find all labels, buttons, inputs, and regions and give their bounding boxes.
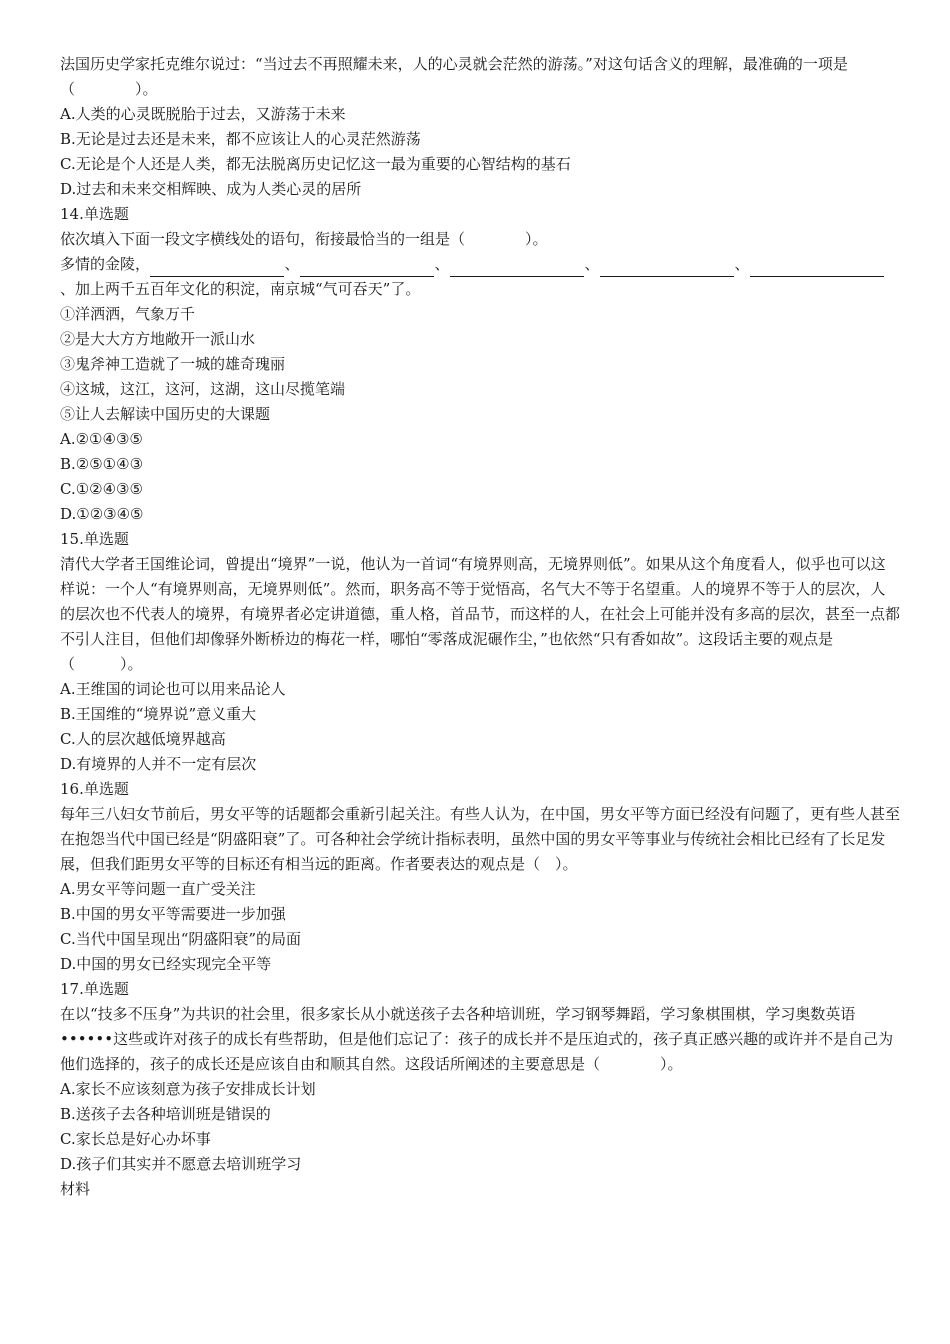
q14-statement-2: ②是大大方方地敞开一派山水 — [60, 330, 256, 348]
q14-fill-lead: 多情的金陵， — [60, 255, 151, 273]
separator: 、 — [284, 255, 300, 273]
q13-option-c: C.无论是个人还是人类，都无法脱离历史记忆这一最为重要的心智结构的基石 — [60, 155, 571, 173]
q14-option-a: A.②①④③⑤ — [60, 430, 143, 448]
blank-1 — [150, 261, 284, 277]
q16-header: 16.单选题 — [60, 780, 129, 798]
blank-2 — [300, 261, 434, 277]
q17-option-d: D.孩子们其实并不愿意去培训班学习 — [60, 1155, 302, 1173]
blank-4 — [600, 261, 734, 277]
q17-stem: 在以“技多不压身”为共识的社会里，很多家长从小就送孩子去各种培训班，学习钢琴舞蹈，学习象棋围棋，学习奥数英语••••••这些或许对孩子的成长有些帮助，但是他们忘记了：孩子的成长并不是压迫式的，孩子真正感兴趣的或许并不是自己为他们选择的，孩子的成长还是应该自由和顺其自然。这段话所阐述的主要意思是（ ）。 — [60, 1005, 894, 1073]
q14-statement-4: ④这城，这江，这河，这湖，这山尽揽笔端 — [60, 380, 346, 398]
q14-stem: 依次填入下面一段文字横线处的语句，衔接最恰当的一组是（ ）。 — [60, 230, 548, 248]
q15-option-b: B.王国维的“境界说”意义重大 — [60, 705, 257, 723]
separator: 、 — [734, 255, 750, 273]
q17-option-a: A.家长不应该刻意为孩子安排成长计划 — [60, 1080, 316, 1098]
q14-header: 14.单选题 — [60, 205, 129, 223]
blank-3 — [450, 261, 584, 277]
q14-fill-tail: 、加上两千五百年文化的积淀，南京城“气可吞天”了。 — [60, 280, 421, 298]
q14-statement-5: ⑤让人去解读中国历史的大课题 — [60, 405, 271, 423]
q14-fill-blanks — [60, 252, 900, 277]
q14-option-c: C.①②④③⑤ — [60, 480, 143, 498]
blank-5 — [750, 261, 884, 277]
q15-option-a: A.王维国的词论也可以用来品论人 — [60, 680, 286, 698]
q15-stem: 清代大学者王国维论词，曾提出“境界”一说，他认为一首词“有境界则高，无境界则低”。如果从这个角度看人，似乎也可以这样说：一个人“有境界则高，无境界则低”。然而，职务高不等于觉悟高，名气大不等于名望重。人的境界不等于人的层次，人的层次也不代表人的境界，有境界者必定讲道德，重人格，首品节，而这样的人，在社会上可能并没有多高的层次，甚至一点都不引人注目，但他们却像驿外断桥边的梅花一样，哪怕“零落成泥碾作尘，”也依然“只有香如故”。这段话主要的观点是（ ）。 — [60, 555, 901, 673]
q13-option-a: A.人类的心灵既脱胎于过去，又游荡于未来 — [60, 105, 346, 123]
q14-statement-1: ①洋洒洒，气象万千 — [60, 305, 196, 323]
q14-option-d: D.①②③④⑤ — [60, 505, 144, 523]
separator: 、 — [584, 255, 600, 273]
q14-option-b: B.②⑤①④③ — [60, 455, 144, 473]
q15-option-d: D.有境界的人并不一定有层次 — [60, 755, 257, 773]
q13-stem: 法国历史学家托克维尔说过：“当过去不再照耀未来，人的心灵就会茫然的游荡。”对这句话含义的理解，最准确的一项是（ ）。 — [60, 55, 848, 98]
q13-option-b: B.无论是过去还是未来，都不应该让人的心灵茫然游荡 — [60, 130, 421, 148]
q16-stem: 每年三八妇女节前后，男女平等的话题都会重新引起关注。有些人认为，在中国，男女平等方面已经没有问题了，更有些人甚至在抱怨当代中国已经是“阴盛阳衰”了。可各种社会学统计指标表明，虽然中国的男女平等事业与传统社会相比已经有了长足发展，但我们距男女平等的目标还有相当远的距离。作者要表达的观点是（ ）。 — [60, 805, 901, 873]
q16-option-a: A.男女平等问题一直广受关注 — [60, 880, 256, 898]
q16-option-b: B.中国的男女平等需要进一步加强 — [60, 905, 286, 923]
q15-header: 15.单选题 — [60, 530, 129, 548]
material-label: 材料 — [60, 1180, 91, 1198]
q14-statement-3: ③鬼斧神工造就了一城的雄奇瑰丽 — [60, 355, 286, 373]
q17-option-b: B.送孩子去各种培训班是错误的 — [60, 1105, 271, 1123]
q13-option-d: D.过去和未来交相辉映、成为人类心灵的居所 — [60, 180, 362, 198]
q15-option-c: C.人的层次越低境界越高 — [60, 730, 226, 748]
q17-header: 17.单选题 — [60, 980, 129, 998]
separator: 、 — [434, 255, 450, 273]
q16-option-d: D.中国的男女已经实现完全平等 — [60, 955, 272, 973]
q16-option-c: C.当代中国呈现出“阴盛阳衰”的局面 — [60, 930, 302, 948]
q17-option-c: C.家长总是好心办坏事 — [60, 1130, 211, 1148]
exam-page — [60, 52, 900, 1202]
